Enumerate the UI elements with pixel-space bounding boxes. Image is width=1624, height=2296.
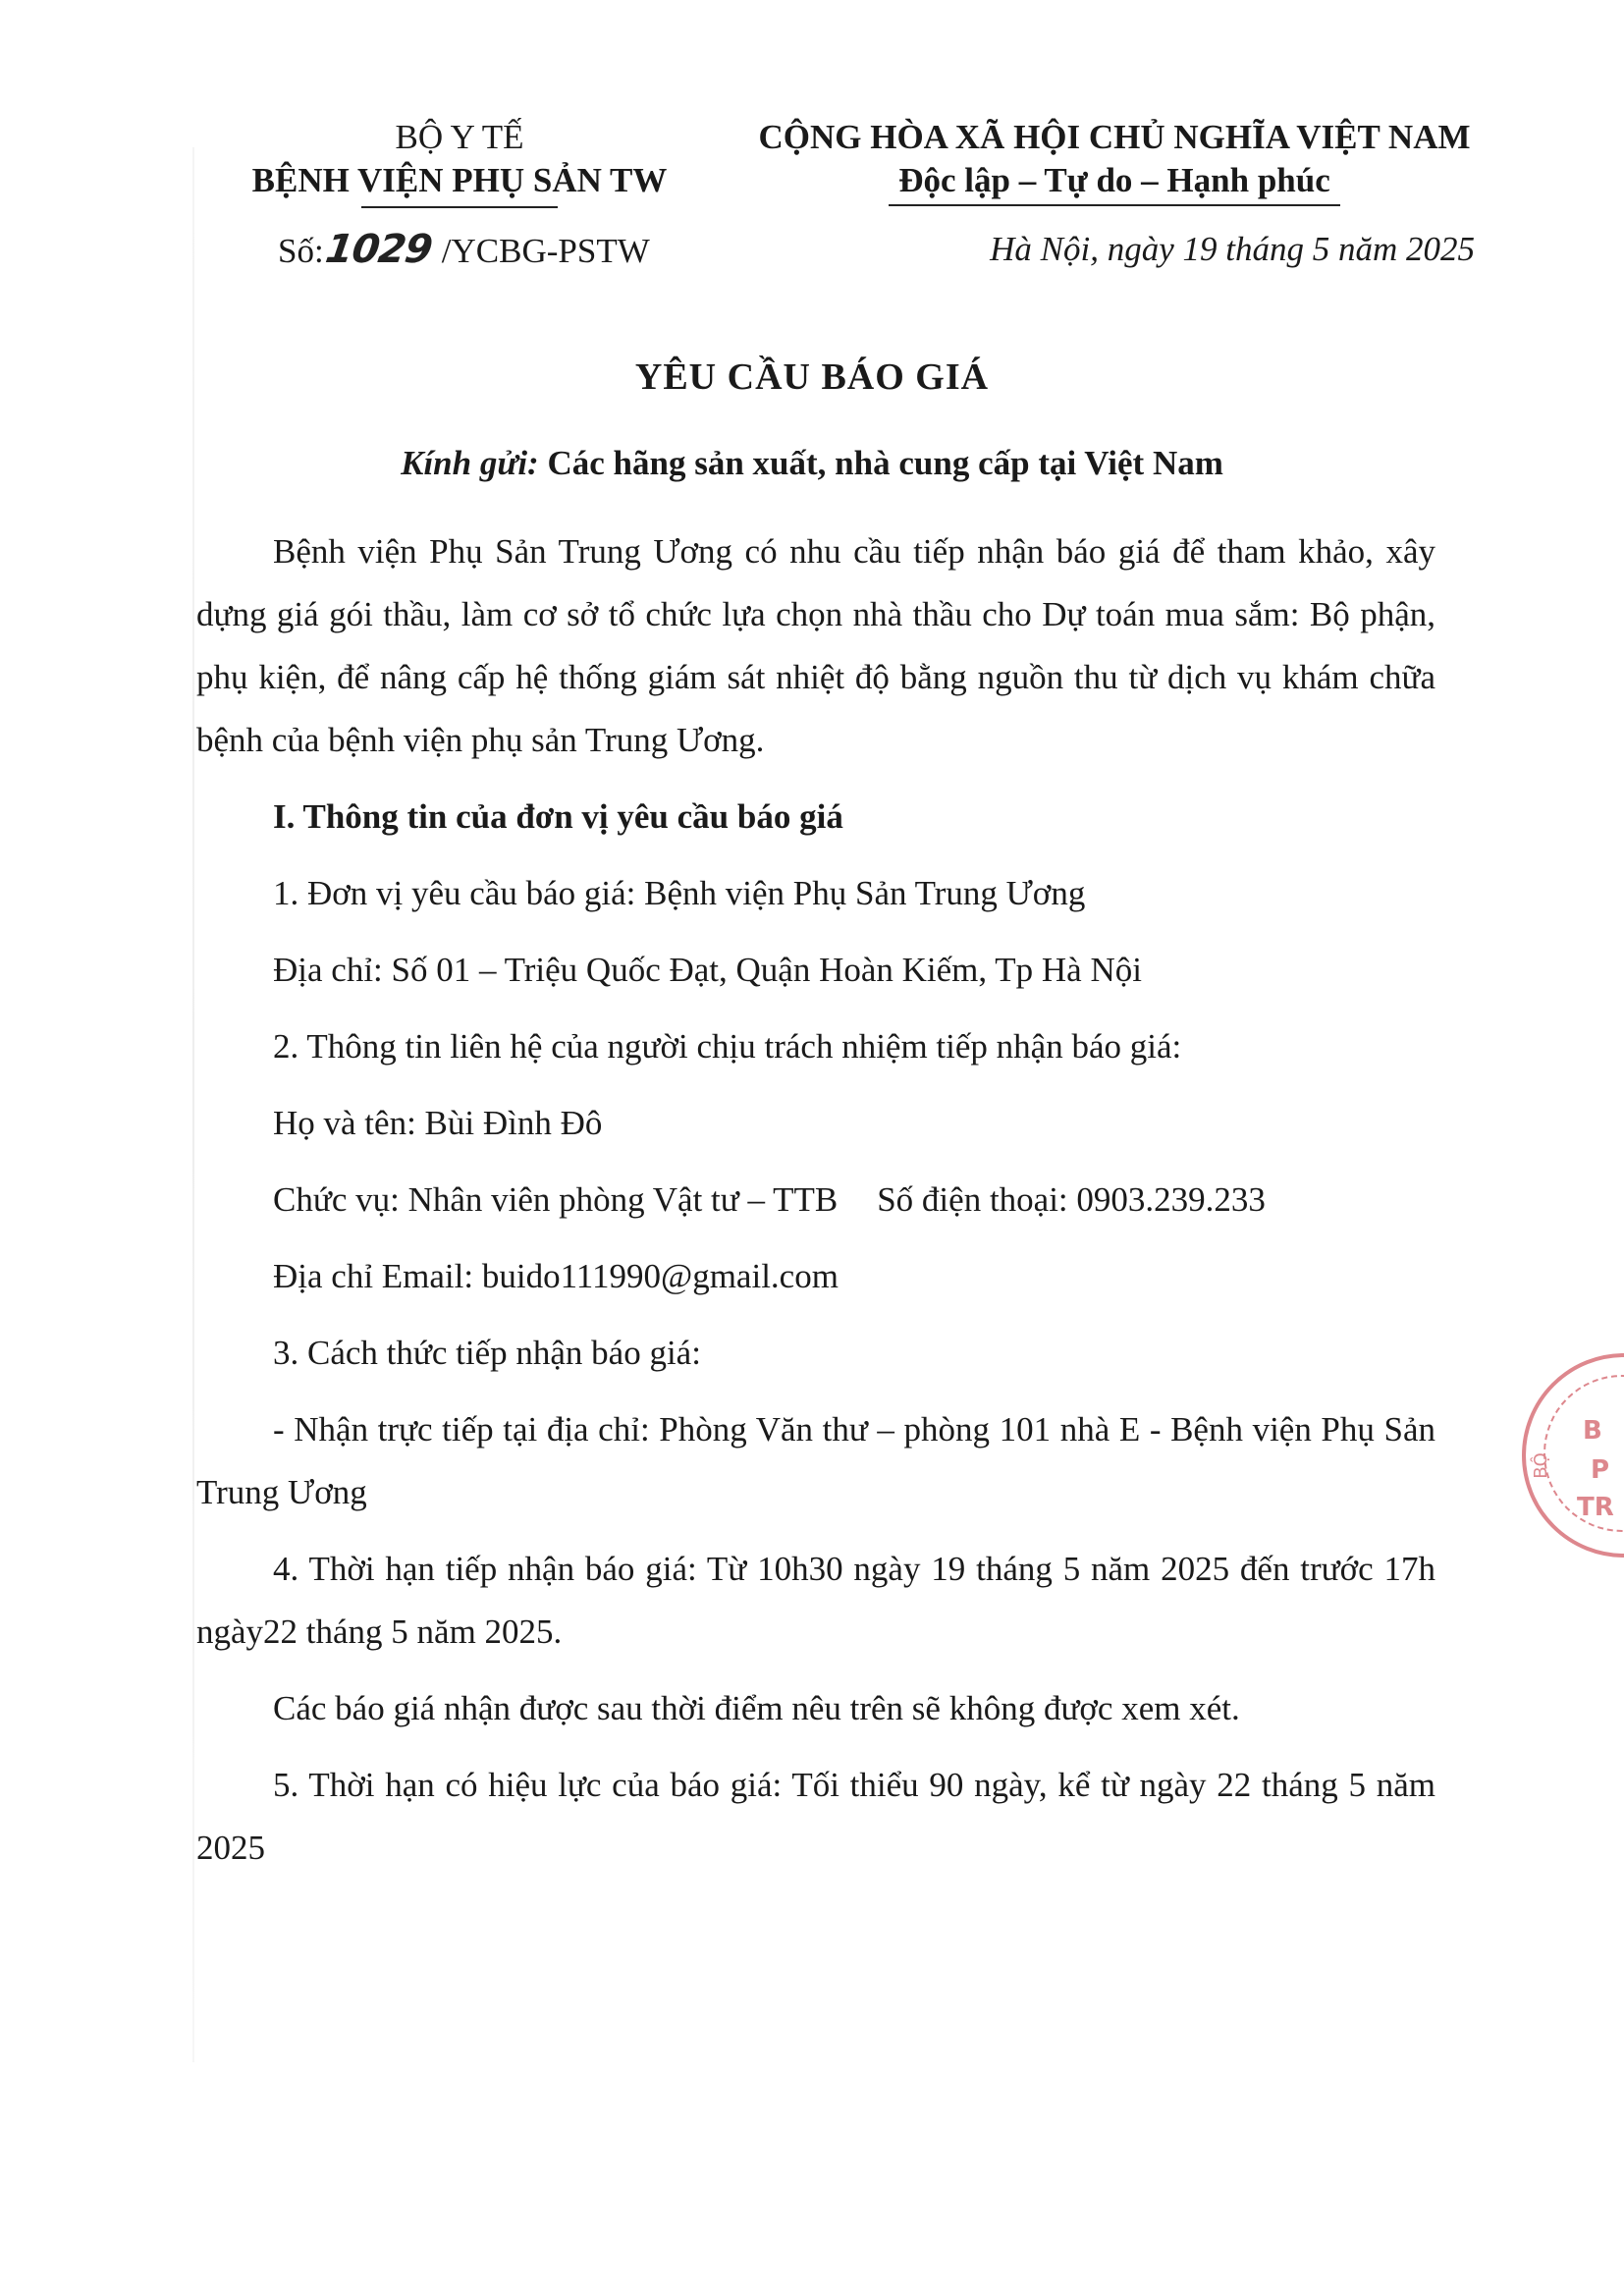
item-receive-deadline: 4. Thời hạn tiếp nhận báo giá: Từ 10h30 ngày 19 tháng 5 năm 2025 đến trước 17h ngày22 tháng 5 năm 2025.	[196, 1550, 1435, 1651]
official-seal-stamp	[1522, 1353, 1624, 1558]
addressee-recipients: Các hãng sản xuất, nhà cung cấp tại Việt Nam	[538, 444, 1223, 482]
handwritten-doc-number: 1029	[322, 227, 435, 272]
contact-position: Chức vụ: Nhân viên phòng Vật tư – TTB	[273, 1180, 839, 1219]
item-validity-period: 5. Thời hạn có hiệu lực của báo giá: Tối thiểu 90 ngày, kể từ ngày 22 tháng 5 năm 2025	[196, 1766, 1435, 1867]
unit-address: Địa chỉ: Số 01 – Triệu Quốc Đạt, Quận Hoàn Kiếm, Tp Hà Nội	[273, 951, 1142, 989]
addressee-line	[0, 444, 1624, 483]
authority-underline	[361, 206, 558, 208]
item-receive-method: 3. Cách thức tiếp nhận báo giá:	[273, 1334, 701, 1372]
seal-text-fragment: TR	[1577, 1493, 1614, 1522]
ministry-name: BỘ Y TẾ	[395, 118, 524, 156]
hospital-name: BỆNH VIỆN PHỤ SẢN TW	[251, 161, 668, 199]
scan-edge-shadow	[192, 147, 194, 2062]
national-motto: Độc lập – Tự do – Hạnh phúc	[889, 159, 1340, 206]
document-title: YÊU CẦU BÁO GIÁ	[634, 356, 990, 398]
place-and-date: Hà Nội, ngày 19 tháng 5 năm 2025	[990, 230, 1475, 268]
doc-number-suffix: /YCBG-PSTW	[433, 232, 650, 270]
seal-text-fragment: P	[1591, 1455, 1610, 1485]
section-heading: I. Thông tin của đơn vị yêu cầu báo giá	[273, 797, 843, 836]
addressee-lead: Kính gửi:	[401, 444, 539, 482]
doc-number-prefix: Số:	[278, 232, 324, 270]
contact-name: Họ và tên: Bùi Đình Đô	[273, 1104, 603, 1142]
contact-position-phone	[196, 1169, 1435, 1231]
late-submission-note: Các báo giá nhận được sau thời điểm nêu trên sẽ không được xem xét.	[273, 1689, 1240, 1727]
national-title: CỘNG HÒA XÃ HỘI CHỦ NGHĨA VIỆT NAM	[758, 118, 1471, 156]
contact-phone: Số điện thoại: 0903.239.233	[877, 1180, 1266, 1219]
intro-paragraph: Bệnh viện Phụ Sản Trung Ương có nhu cầu tiếp nhận báo giá để tham khảo, xây dựng giá gói thầu, làm cơ sở tổ chức lựa chọn nhà thầu cho Dự toán mua sắm: Bộ phận, phụ kiện, để nâng cấp hệ thống giám sát nhiệt độ bằng nguồn thu từ dịch vụ khám chữa bệnh của bệnh viện phụ sản Trung Ương.	[196, 532, 1435, 759]
seal-text-fragment: BỘ	[1530, 1452, 1551, 1479]
receive-method-detail: - Nhận trực tiếp tại địa chỉ: Phòng Văn thư – phòng 101 nhà E - Bệnh viện Phụ Sản Trung Ương	[196, 1410, 1435, 1511]
issuing-authority-block	[224, 116, 695, 208]
item-requesting-unit: 1. Đơn vị yêu cầu báo giá: Bệnh viện Phụ Sản Trung Ương	[273, 874, 1086, 912]
document-body	[196, 520, 1435, 1880]
item-contact-info: 2. Thông tin liên hệ của người chịu trách nhiệm tiếp nhận báo giá:	[273, 1027, 1182, 1066]
document-number	[278, 228, 650, 273]
national-header-block	[731, 116, 1497, 206]
seal-text-fragment: B	[1583, 1416, 1602, 1446]
contact-email: Địa chỉ Email: buido111990@gmail.com	[273, 1257, 839, 1295]
